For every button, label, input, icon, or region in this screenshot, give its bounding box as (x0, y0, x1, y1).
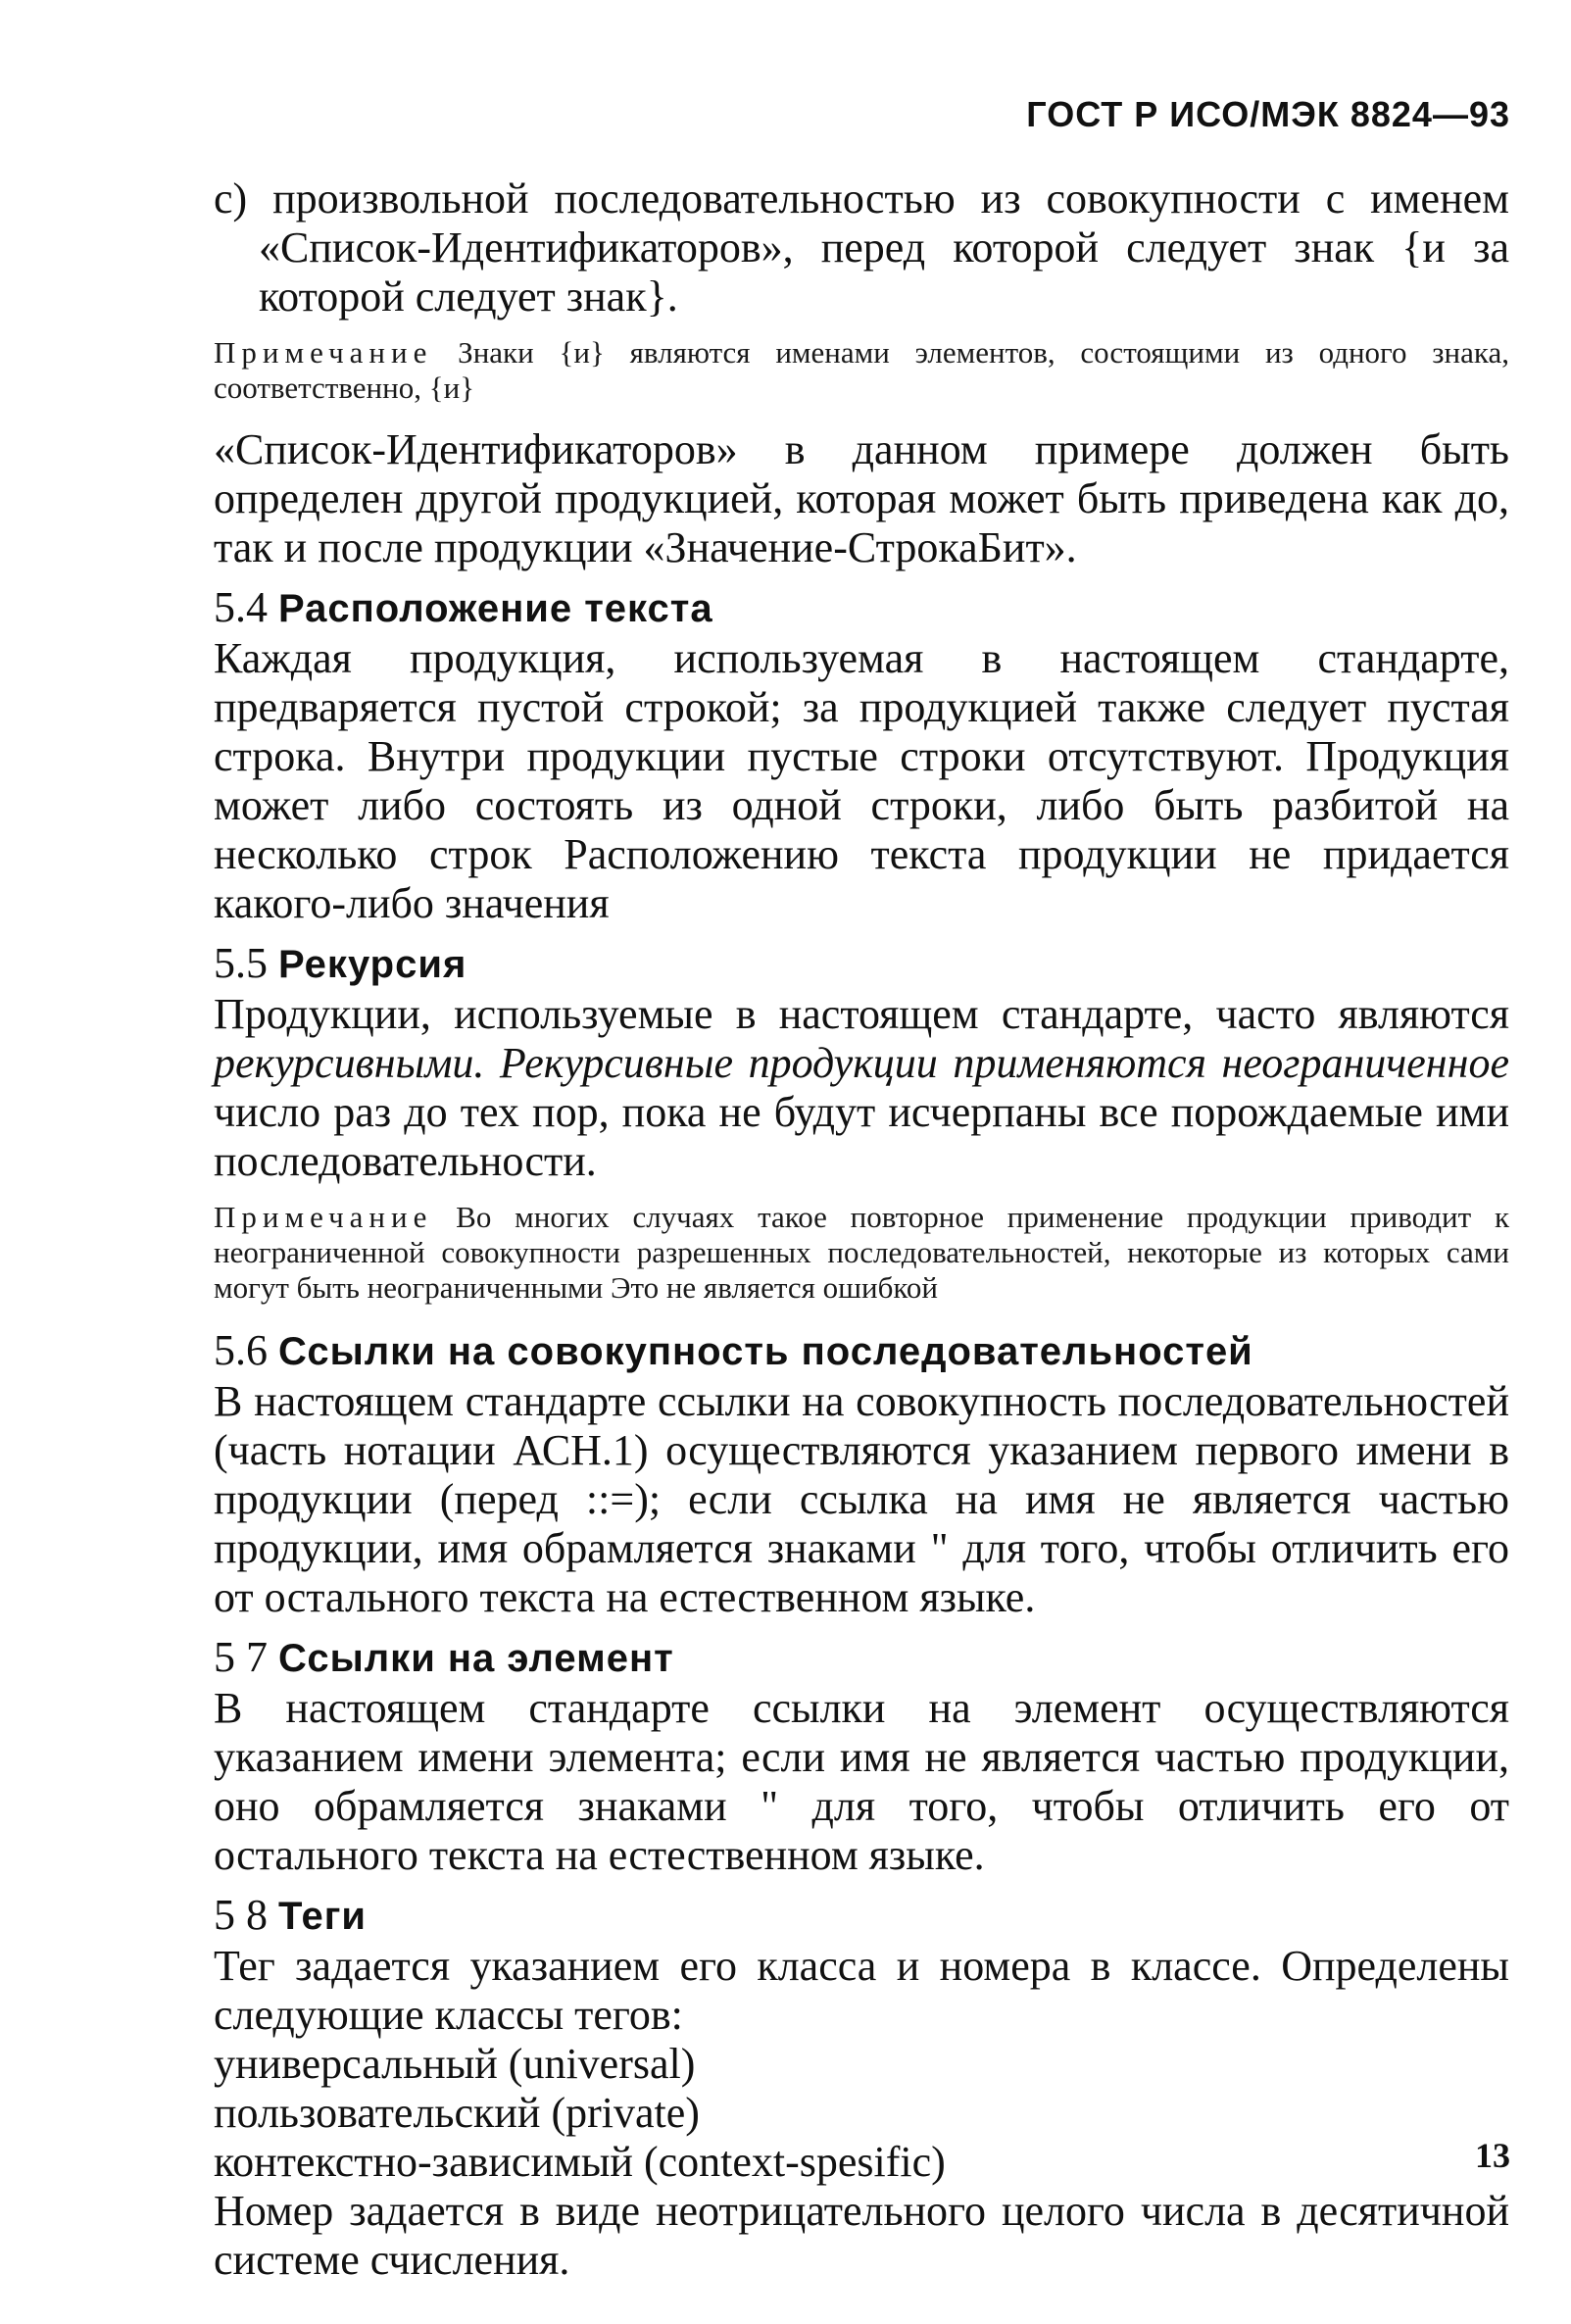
section-5-7-heading (214, 1632, 1509, 1684)
section-5-7-text: В настоящем стандарте ссылки на элемент осуществляются указанием имени элемента; если имя не является частью продукции, оно обрамляется знаками " для того, чтобы отличить его от остального текста на естественном языке. (214, 1684, 1509, 1879)
note-1 (214, 335, 1509, 406)
text-run: Продукции, используемые в настоящем стандарте, часто являются (214, 990, 1509, 1038)
section-5-8-text: Тег задается указанием его класса и номера в классе. Определены следующие классы тегов: (214, 1942, 1509, 2039)
section-5-5-text (214, 990, 1509, 1186)
tag-class-private: пользовательский (private) (214, 2089, 700, 2137)
section-5-8-heading (214, 1890, 1509, 1942)
section-number: 5 7 (214, 1633, 268, 1681)
section-5-8-closing: Номер задается в виде неотрицательного целого числа в десятичной системе счисления. (214, 2187, 1509, 2284)
section-number: 5 8 (214, 1891, 268, 1939)
section-5-4-heading (214, 582, 1509, 634)
page-content (214, 174, 1509, 2295)
section-5-4-text: Каждая продукция, используемая в настоящем стандарте, предваряется пустой строкой; за продукцией также следует пустая строка. Внутри продукции пустые строки отсутствуют. Продукция может либо состоять из одной строки, либо быть разбитой на несколько строк Расположению текста продукции не придается какого-либо значения (214, 634, 1509, 927)
section-title: Расположение текста (278, 587, 713, 630)
note-label: Примечание (214, 1200, 433, 1234)
section-5-5-heading (214, 938, 1509, 990)
section-5-6-text: В настоящем стандарте ссылки на совокупность последовательностей (часть нотации АСН.1) осуществляются указанием первого имени в продукции (перед ::=); если ссылка на имя не является частью продукции, имя обрамляется знаками " для того, чтобы отличить его от остального текста на естественном языке. (214, 1377, 1509, 1621)
section-number: 5.6 (214, 1326, 268, 1374)
note-label: Примечание (214, 335, 433, 370)
text-run: число раз до тех пор, пока не будут исчерпаны все порождаемые ими последовательности. (214, 1088, 1509, 1185)
section-title: Ссылки на элемент (278, 1637, 674, 1680)
page-number: 13 (1475, 2136, 1510, 2175)
page-header: ГОСТ Р ИСО/МЭК 8824—93 (1026, 94, 1510, 134)
section-title: Рекурсия (278, 943, 467, 986)
section-title: Теги (278, 1895, 367, 1938)
note-text: Знаки {и} являются именами элементов, состоящими из одного знака, соответственно, {и} (214, 335, 1509, 405)
section-5-6-heading (214, 1325, 1509, 1377)
section-number: 5.4 (214, 583, 268, 631)
italic-run: рекурсивными. Рекурсивные продукции применяются неограниченное (214, 1039, 1509, 1087)
section-title: Ссылки на совокупность последовательностей (278, 1330, 1253, 1373)
note-2 (214, 1200, 1509, 1306)
tag-class-context-specific: контекстно-зависимый (context-spesific) (214, 2138, 946, 2186)
section-number: 5.5 (214, 939, 268, 987)
tag-class-universal: универсальный (universal) (214, 2040, 696, 2088)
paragraph-list-ids: «Список-Идентификаторов» в данном примере должен быть определен другой продукцией, которая может быть приведена как до, так и после продукции «Значение-СтрокаБит». (214, 425, 1509, 571)
list-item-c: с) произвольной последовательностью из совокупности с именем «Список-Идентификаторов», перед которой следует знак {и за которой следует знак}. (214, 174, 1509, 321)
note-text: Во многих случаях такое повторное применение продукции приводит к неограниченной совокупности разрешенных последовательностей, некоторые из которых сами могут быть неограниченными Это не является ошибкой (214, 1200, 1509, 1305)
